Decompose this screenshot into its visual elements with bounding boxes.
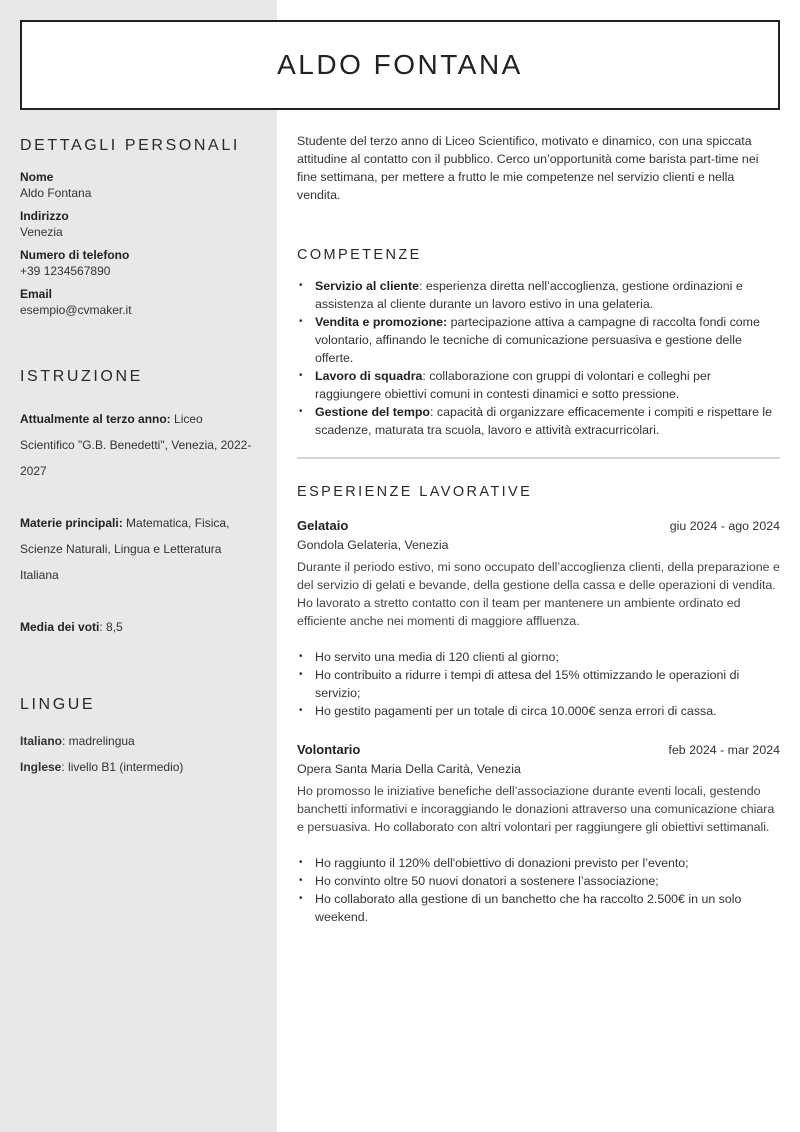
field-label: Email bbox=[20, 287, 53, 301]
experience-title: ESPERIENZE LAVORATIVE bbox=[297, 484, 533, 500]
field-label: Numero di telefono bbox=[20, 248, 130, 262]
skill-text: partecipazione attiva a campagne di raccolta fondi come volontario, affinando le tecniche di comunicazione persuasiva e gestione delle offerte. bbox=[315, 315, 760, 365]
education-text: : 8,5 bbox=[99, 620, 123, 634]
job-date: giu 2024 - ago 2024 bbox=[669, 519, 780, 533]
personal-details-section bbox=[20, 137, 260, 325]
field-value: esempio@cvmaker.it bbox=[20, 303, 132, 317]
languages-section bbox=[20, 696, 260, 784]
profile-summary: Studente del terzo anno di Liceo Scientifico, motivato e dinamico, con una spiccata attitudine al contatto con il pubblico. Cerco un’opportunità come barista part-time nei fine settimana, per mettere a frutto le mie competenze nel servizio clienti e nella vendita. bbox=[297, 134, 759, 202]
experience-section bbox=[297, 484, 780, 500]
candidate-name: ALDO FONTANA bbox=[277, 49, 523, 80]
skill-label: Gestione del tempo bbox=[315, 405, 430, 419]
skill-label: Servizio al cliente bbox=[315, 279, 419, 293]
field-email bbox=[20, 286, 260, 318]
section-divider bbox=[297, 457, 780, 459]
job-title: Gelataio bbox=[297, 518, 349, 533]
languages-title: LINGUE bbox=[20, 696, 96, 713]
field-name bbox=[20, 169, 260, 201]
field-value: Venezia bbox=[20, 225, 63, 239]
education-item bbox=[20, 614, 260, 640]
job-company: Opera Santa Maria Della Carità, Venezia bbox=[297, 762, 521, 776]
job-achievement: • Ho convinto oltre 50 nuovi donatori a sostenere l’associazione; bbox=[315, 872, 780, 890]
language-level: : madrelingua bbox=[62, 734, 135, 748]
education-title: ISTRUZIONE bbox=[20, 368, 143, 385]
language-name: Italiano bbox=[20, 734, 63, 748]
job-description: Ho promosso le iniziative benefiche dell’associazione durante eventi locali, gestendo banchetti informativi e incoraggiando le donazioni attraverso una comunicazione chiara e persuasiva. Ho collaborato con altri volontari per raggiungere gli obiettivi settimanali. bbox=[297, 784, 775, 834]
field-label: Nome bbox=[20, 170, 54, 184]
field-value: +39 1234567890 bbox=[20, 264, 111, 278]
education-label: Materie principali: bbox=[20, 516, 123, 530]
summary-section bbox=[297, 132, 780, 204]
skill-text: : esperienza diretta nell’accoglienza, gestione ordinazioni e assistenza al cliente durante un lavoro estivo in una gelateria. bbox=[315, 279, 743, 311]
skill-text: : collaborazione con gruppi di volontari e colleghi per raggiungere obiettivi comuni in contesti dinamici e sotto pressione. bbox=[315, 369, 712, 401]
field-phone bbox=[20, 247, 260, 279]
education-label: Media dei voti bbox=[20, 620, 100, 634]
skills-section bbox=[297, 247, 780, 439]
job-achievement: • Ho servito una media di 120 clienti al giorno; bbox=[315, 648, 780, 666]
skill-text: : capacità di organizzare efficacemente i compiti e rispettare le scadenze, maturata tra scuola, lavoro e attività extracurricolari. bbox=[315, 405, 773, 437]
job-achievement: • Ho raggiunto il 120% dell'obiettivo di donazioni previsto per l’evento; bbox=[315, 854, 780, 872]
education-text: Liceo Scientifico "G.B. Benedetti", Venezia, 2022-2027 bbox=[20, 412, 252, 478]
skill-item bbox=[315, 277, 780, 313]
job-date: feb 2024 - mar 2024 bbox=[668, 743, 780, 757]
field-label: Indirizzo bbox=[20, 209, 69, 223]
job-achievement: • Ho gestito pagamenti per un totale di circa 10.000€ senza errori di cassa. bbox=[315, 702, 780, 720]
field-value: Aldo Fontana bbox=[20, 186, 92, 200]
skill-item bbox=[315, 367, 780, 403]
job-achievement: • Ho contribuito a ridurre i tempi di attesa del 15% ottimizzando le operazioni di servizio; bbox=[315, 666, 780, 702]
language-item bbox=[20, 758, 260, 776]
job-achievement: • Ho collaborato alla gestione di un banchetto che ha raccolto 2.500€ in un solo weekend. bbox=[315, 890, 780, 926]
job-company: Gondola Gelateria, Venezia bbox=[297, 538, 449, 552]
education-section bbox=[20, 368, 260, 640]
skills-title: COMPETENZE bbox=[297, 247, 422, 263]
job-description: Durante il periodo estivo, mi sono occupato dell’accoglienza clienti, della preparazione e del servizio di gelati e bevande, della gestione della cassa e delle operazioni di vendita. Ho lavorato a stretto contatto con il team per mantenere un ambiente ordinato ed efficiente anche nei momenti di maggiore affluenza. bbox=[297, 560, 780, 628]
language-level: : livello B1 (intermedio) bbox=[61, 760, 184, 774]
field-address bbox=[20, 208, 260, 240]
education-item bbox=[20, 406, 260, 484]
education-text: Matematica, Fisica, Scienze Naturali, Lingua e Letteratura Italiana bbox=[20, 516, 230, 582]
education-label: Attualmente al terzo anno: bbox=[20, 412, 171, 426]
job-title: Volontario bbox=[297, 742, 361, 757]
name-header bbox=[20, 20, 780, 110]
language-name: Inglese bbox=[20, 760, 62, 774]
personal-details-title: DETTAGLI PERSONALI bbox=[20, 137, 240, 154]
skill-label: Vendita e promozione: bbox=[315, 315, 448, 329]
language-item bbox=[20, 732, 260, 750]
job-entry-gelataio bbox=[297, 518, 780, 720]
education-item bbox=[20, 510, 260, 588]
skill-label: Lavoro di squadra bbox=[315, 369, 423, 383]
skill-item bbox=[315, 313, 780, 367]
job-entry-volontario bbox=[297, 742, 780, 926]
skill-item bbox=[315, 403, 780, 439]
